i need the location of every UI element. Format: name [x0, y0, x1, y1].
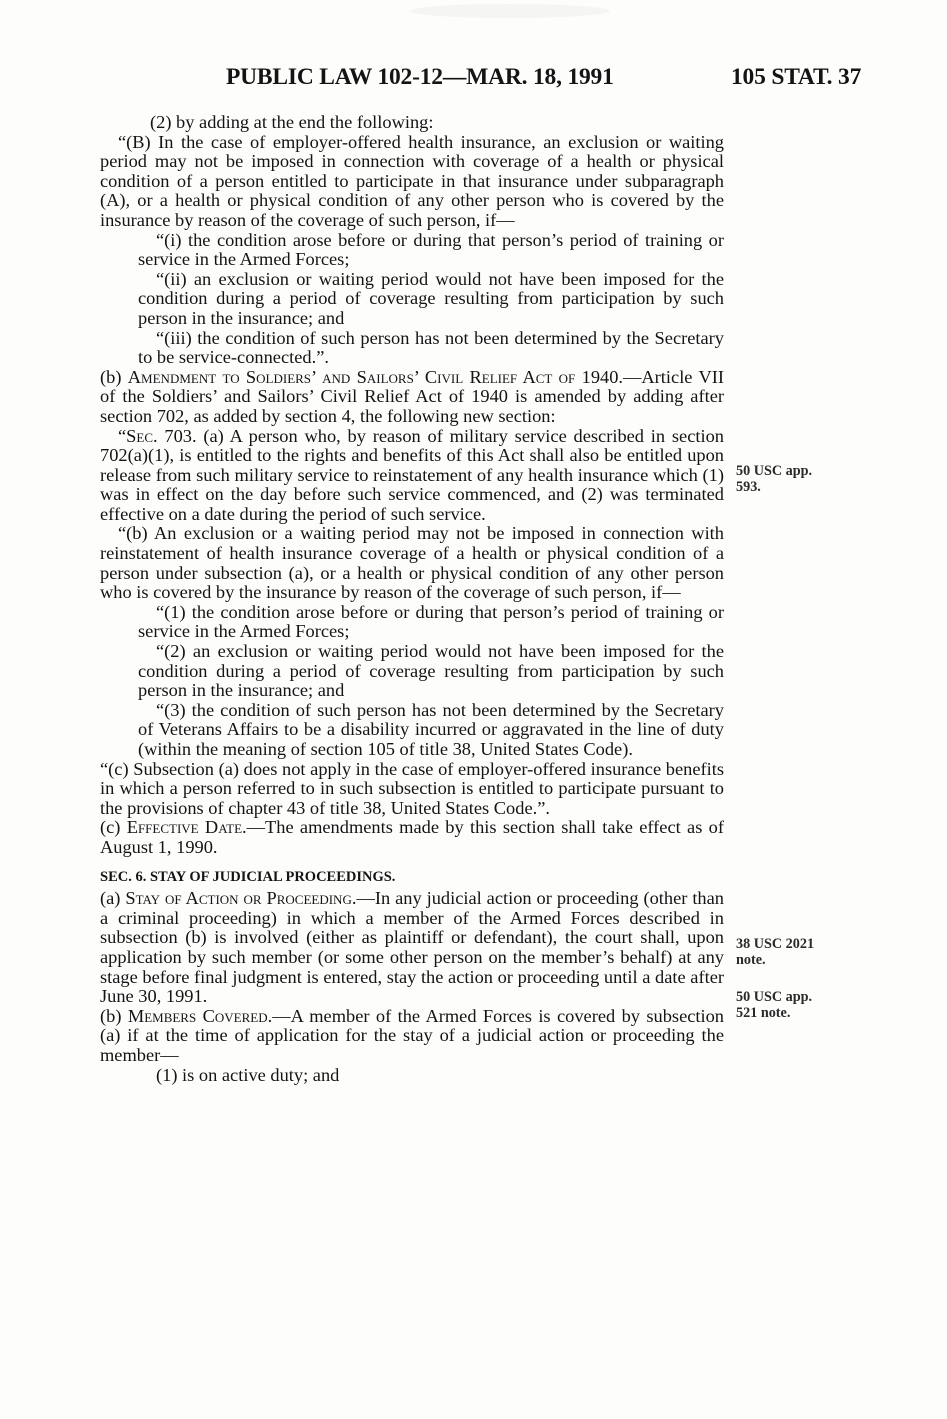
subsection-label: (c): [100, 817, 127, 838]
paragraph: (1) is on active duty; and: [156, 1064, 340, 1085]
paragraph: “(b) An exclusion or a waiting period may not be imposed in connection with reinstatement of health insurance coverage of a health or physical condition of a person under subsection (a), or a health or physical condition of any other person who is covered by the insurance by reason of the coverage of such person, if—: [100, 523, 724, 603]
subsection-heading: Stay of Action or Proceeding.: [125, 888, 357, 909]
margin-citation-line: note.: [736, 951, 766, 968]
subsection-heading: Amendment to Soldiers’ and Sailors’ Civil Relief Act of 1940.: [127, 366, 624, 387]
quote-mark: “: [118, 425, 127, 446]
law-body-text: [100, 113, 724, 1085]
margin-citation: [736, 990, 846, 1021]
margin-citation: [736, 937, 846, 968]
paragraph: “(B) In the case of employer-offered health insurance, an exclusion or waiting period may not be imposed in connection with coverage of a health or physical condition of a person entitled to participate in that insurance under subparagraph (A), or a health or physical condition of any other person who is covered by the insurance by reason of the coverage of such person, if—: [100, 131, 724, 230]
subsection-label: (a): [100, 888, 126, 909]
paragraph: “(ii) an exclusion or waiting period would not have been imposed for the condition during a period of coverage resulting from participation by such person in the insurance; and: [138, 268, 724, 328]
subsection-heading: Members Covered.: [127, 1005, 273, 1026]
subsection-label: (b): [100, 366, 128, 387]
subsection-text: —The amendments made by this section shall take effect as of August 1, 1990.: [100, 817, 724, 857]
paragraph: “(2) an exclusion or waiting period would not have been imposed for the condition during a period of coverage resulting from participation by such person in the insurance; and: [138, 641, 724, 701]
subsection-text: —A member of the Armed Forces is covered by subsection (a) if at the time of application for the stay of a judicial action or proceeding the member—: [100, 1005, 725, 1065]
subsection-text: —In any judicial action or proceeding (other than a criminal proceeding) in which a member of the Armed Forces described in subsection (b) is involved (either as plaintiff or defendant), the court shall, upon application by such member (or some other person on the member’s behalf) at any stage before final judgment is entered, stay the action or proceeding until a date after June 30, 1991.: [100, 888, 724, 1007]
subsection-text: —Article VII of the Soldiers’ and Sailors’ Civil Relief Act of 1940 is amended by adding after section 702, as added by section 4, the following new section:: [100, 366, 724, 426]
page-header: [0, 64, 947, 94]
paragraph: “(1) the condition arose before or during that person’s period of training or service in the Armed Forces;: [138, 601, 724, 642]
margin-citation-line: 593.: [736, 478, 761, 495]
paragraph: [100, 1007, 724, 1066]
paragraph: “(i) the condition arose before or during that person’s period of training or service in the Armed Forces;: [138, 229, 724, 270]
paragraph: [100, 818, 724, 857]
subsection-heading: Effective Date.: [126, 817, 247, 838]
margin-citation-line: 50 USC app.: [736, 989, 813, 1005]
section-heading: SEC. 6. STAY OF JUDICIAL PROCEEDINGS.: [100, 868, 396, 885]
statute-page-number: 105 STAT. 37: [731, 64, 862, 90]
paragraph: [100, 889, 724, 1007]
subsection-label: (b): [100, 1005, 128, 1026]
margin-citation: [736, 464, 846, 495]
margin-citation-line: 521 note.: [736, 1004, 791, 1021]
paragraph: [100, 368, 724, 427]
section-label: Sec.: [126, 425, 158, 446]
paragraph: “(c) Subsection (a) does not apply in the case of employer-offered insurance benefits in which a person referred to in such subsection is entitled to participate pursuant to the provisions of chapter 43 of title 38, United States Code.”.: [100, 758, 724, 818]
margin-citation-line: 38 USC 2021: [736, 936, 815, 952]
scan-smudge: [410, 4, 610, 18]
paragraph: “(3) the condition of such person has not been determined by the Secretary of Veterans Affairs to be a disability incurred or aggravated in the line of duty (within the meaning of section 105 of title 38, United States Code).: [138, 699, 724, 759]
public-law-title: PUBLIC LAW 102-12—MAR. 18, 1991: [226, 64, 614, 90]
section-text: 703. (a) A person who, by reason of military service described in section 702(a)(1), is entitled to the rights and benefits of this Act shall also be entitled upon release from such military service to reinstatement of any health insurance which (1) was in effect on the day before such service commenced, and (2) was terminated effective on a date during the period of such service.: [100, 425, 724, 524]
paragraph: (2) by adding at the end the following:: [150, 112, 434, 132]
paragraph: [100, 427, 724, 525]
paragraph: “(iii) the condition of such person has not been determined by the Secretary to be service-connected.”.: [138, 327, 724, 368]
margin-citation-line: 50 USC app.: [736, 463, 813, 479]
